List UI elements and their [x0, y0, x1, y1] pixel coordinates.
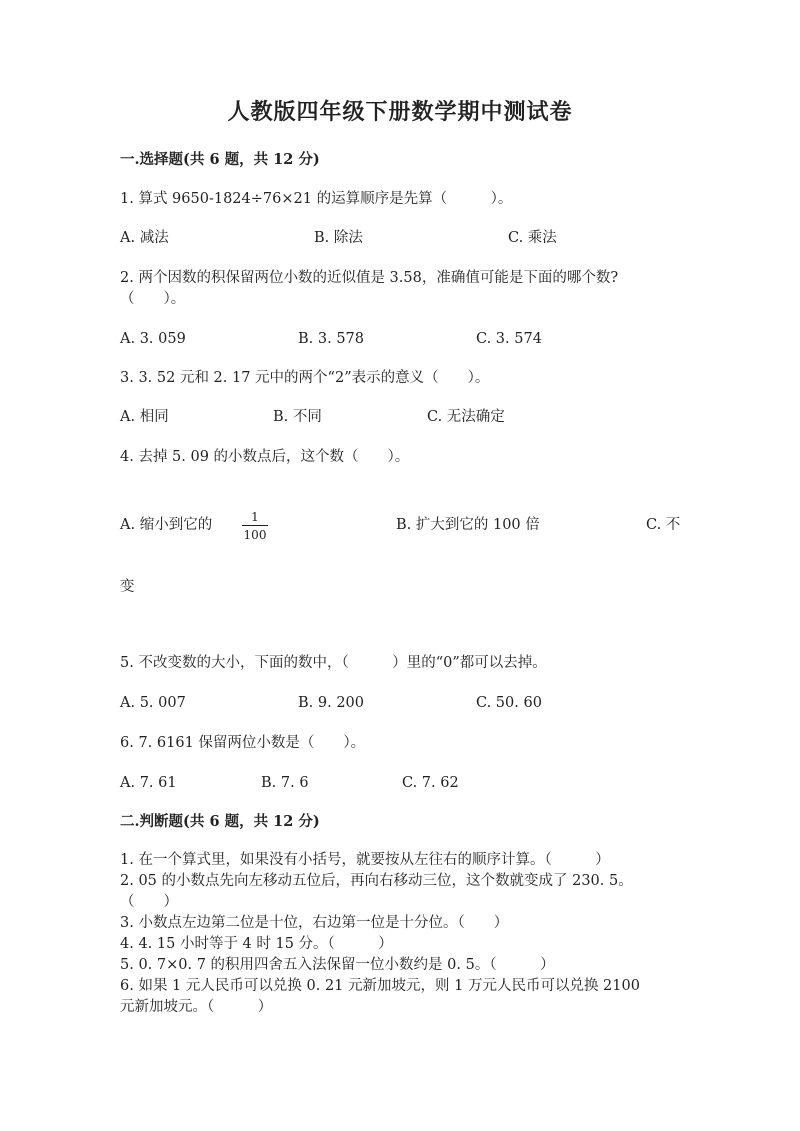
question-4-option-a: A. 缩小到它的 — [120, 517, 213, 533]
question-3-option-b: B. 不同 — [273, 409, 322, 425]
question-6-option-a: A. 7. 61 — [120, 775, 177, 791]
question-4-option-c-part2: 变 — [120, 579, 135, 595]
question-5-option-c: C. 50. 60 — [476, 695, 542, 711]
question-1-option-b: B. 除法 — [314, 230, 363, 246]
question-1-stem: 1. 算式 9650-1824÷76×21 的运算顺序是先算（ ）。 — [120, 191, 513, 207]
question-6-option-c: C. 7. 62 — [402, 775, 459, 791]
question-4-stem: 4. 去掉 5. 09 的小数点后，这个数（ ）。 — [120, 449, 410, 465]
question-3-stem: 3. 3. 52 元和 2. 17 元中的两个“2”表示的意义（ ）。 — [120, 370, 490, 386]
question-2-option-c: C. 3. 574 — [476, 331, 542, 347]
judgment-item-2-line2: （ ） — [120, 894, 178, 910]
judgment-item-4: 4. 4. 15 小时等于 4 时 15 分。（ ） — [120, 936, 393, 952]
fraction-one-hundredth — [242, 510, 268, 542]
question-3-option-c: C. 无法确定 — [427, 409, 505, 425]
question-2-stem-line2: （ ）。 — [120, 291, 186, 307]
section-heading-judgment: 二.判断题(共 6 题，共 12 分) — [120, 813, 320, 830]
judgment-item-6-line2: 元新加坡元。（ ） — [120, 999, 273, 1015]
judgment-item-6-line1: 6. 如果 1 元人民币可以兑换 0. 21 元新加坡元，则 1 万元人民币可以兑换 2100 — [120, 978, 640, 994]
question-4-option-b: B. 扩大到它的 100 倍 — [396, 517, 540, 533]
question-5-option-a: A. 5. 007 — [120, 695, 186, 711]
question-2-option-b: B. 3. 578 — [298, 331, 364, 347]
question-1-option-a: A. 减法 — [120, 230, 169, 246]
section-heading-choice: 一.选择题(共 6 题，共 12 分) — [120, 151, 320, 168]
judgment-item-2-line1: 2. 05 的小数点先向左移动五位后，再向右移动三位，这个数就变成了 230. 5。 — [120, 873, 633, 889]
question-6-option-b: B. 7. 6 — [261, 775, 309, 791]
fraction-numerator: 1 — [251, 510, 259, 524]
question-2-option-a: A. 3. 059 — [120, 331, 186, 347]
fraction-denominator: 100 — [243, 528, 267, 542]
judgment-item-5: 5. 0. 7×0. 7 的积用四舍五入法保留一位小数约是 0. 5。（ ） — [120, 957, 555, 973]
fraction-bar — [242, 525, 268, 526]
question-2-stem-line1: 2. 两个因数的积保留两位小数的近似值是 3.58，准确值可能是下面的哪个数? — [120, 270, 619, 286]
question-4-option-c-part1: C. 不 — [646, 517, 681, 533]
question-5-stem: 5. 不改变数的大小，下面的数中，（ ）里的“0”都可以去掉。 — [120, 655, 547, 671]
judgment-item-3: 3. 小数点左边第二位是十位，右边第一位是十分位。（ ） — [120, 915, 509, 931]
question-3-option-a: A. 相同 — [120, 409, 169, 425]
question-1-option-c: C. 乘法 — [508, 230, 557, 246]
question-5-option-b: B. 9. 200 — [298, 695, 364, 711]
question-6-stem: 6. 7. 6161 保留两位小数是（ ）。 — [120, 735, 366, 751]
page-title: 人教版四年级下册数学期中测试卷 — [227, 99, 573, 125]
judgment-item-1: 1. 在一个算式里，如果没有小括号，就要按从左往右的顺序计算。（ ） — [120, 852, 610, 868]
